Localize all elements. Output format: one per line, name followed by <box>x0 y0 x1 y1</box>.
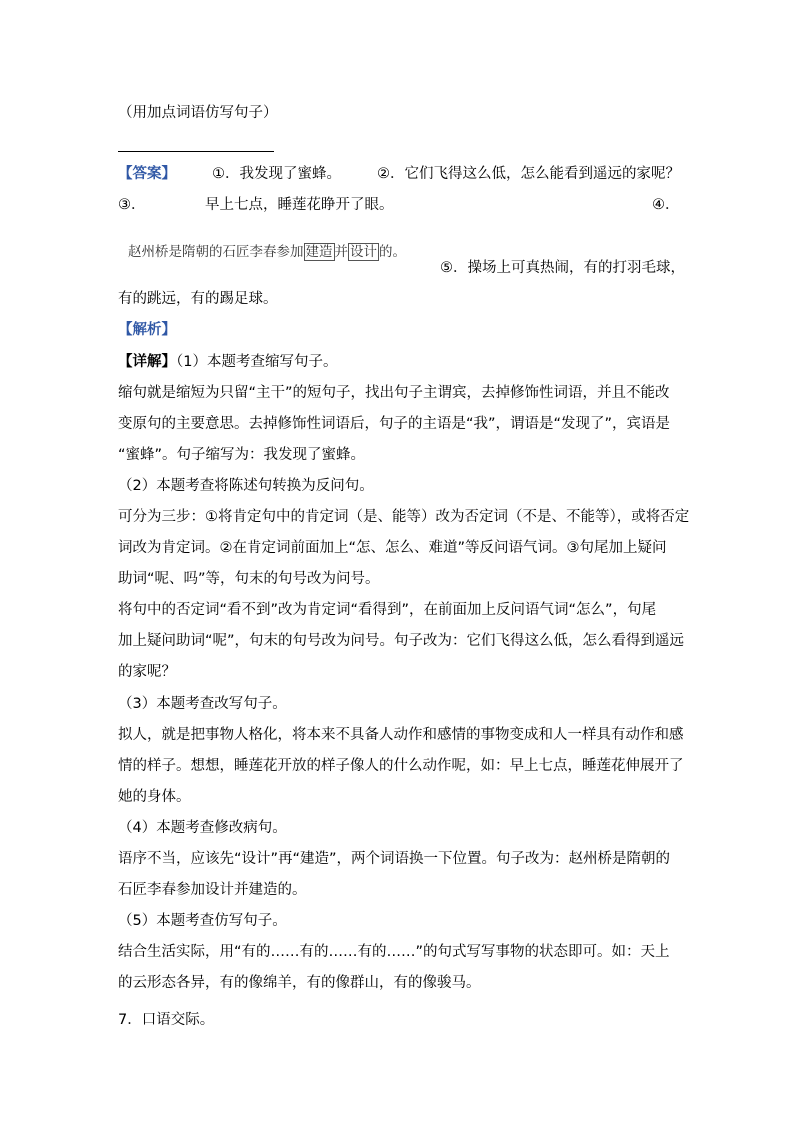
answer-5-continued: 有的跳远，有的踢足球。 <box>118 291 278 307</box>
detail-line-21: 的云形态各异，有的像绵羊，有的像群山，有的像骏马。 <box>118 975 481 991</box>
answer-tag: 【答案】 <box>118 166 176 182</box>
detail-line-15: 她的身体。 <box>118 789 191 805</box>
detail-line-3: 变原句的主要意思。去掉修饰性词语后，句子的主语是“我”，谓语是“发现了”，宾语是 <box>118 416 671 432</box>
answer-4-number: ④． <box>652 197 680 213</box>
detail-line-10: 加上疑问助词“呢”，句末的句号改为问号。句子改为：它们飞得这么低，怎么看得到遥远 <box>118 633 685 649</box>
detail-line-8: 助词“呢、吗”等，句末的句号改为问号。 <box>118 571 380 587</box>
instruction-text: （用加点词语仿写句子） <box>118 105 278 121</box>
detail-line-9: 将句中的否定词“看不到”改为肯定词“看得到”，在前面加上反问语气词“怎么”，句尾 <box>118 602 657 618</box>
answer-1: ①．我发现了蜜蜂。 <box>212 166 341 182</box>
detail-line-4: “蜜蜂”。句子缩写为：我发现了蜜蜂。 <box>118 447 366 463</box>
answer-5: ⑤．操场上可真热闹，有的打羽毛球， <box>440 260 685 276</box>
answer-blank-line <box>118 151 274 152</box>
detail-heading <box>118 352 337 372</box>
answer-4-pre: 赵州桥是隋朝的石匠李春参加 <box>128 244 304 260</box>
question-7-heading: 7．口语交际。 <box>118 1012 215 1028</box>
detail-line-2: 缩句就是缩短为只留“主干”的短句子，找出句子主谓宾，去掉修饰性词语，并且不能改 <box>118 385 670 401</box>
detail-line-16: （4）本题考查修改病句。 <box>118 820 287 836</box>
detail-line-14: 情的样子。想想，睡莲花开放的样子像人的什么动作呢，如：早上七点，睡莲花伸展开了 <box>118 758 684 774</box>
detail-line-5: （2）本题考查将陈述句转换为反问句。 <box>118 478 374 494</box>
answer-2: ②．它们飞得这么低，怎么能看到遥远的家呢？ <box>377 166 680 182</box>
detail-line-19: （5）本题考查仿写句子。 <box>118 913 287 929</box>
detail-line-20: 结合生活实际，用“有的……有的……有的……”的句式写写事物的状态即可。如：天上 <box>118 944 670 960</box>
answer-4-box2: 设计 <box>350 244 377 260</box>
detail-line-6: 可分为三步：①将肯定句中的肯定词（是、能等）改为否定词（不是、不能等），或将否定 <box>118 509 690 525</box>
detail-line-11: 的家呢？ <box>118 664 176 680</box>
answer-4-image <box>128 242 406 262</box>
detail-line-17: 语序不当，应该先“设计”再“建造”，两个词语换一下位置。句子改为：赵州桥是隋朝的 <box>118 851 671 867</box>
answer-3-number: ③． <box>118 197 146 213</box>
detail-line-13: 拟人，就是把事物人格化，将本来不具备人动作和感情的事物变成和人一样具有动作和感 <box>118 727 684 743</box>
answer-4-box1: 建造 <box>305 244 333 260</box>
detail-line-12: （3）本题考查改写句子。 <box>118 696 287 712</box>
answer-4-post: 的。 <box>379 244 406 260</box>
detail-line-18: 石匠李春参加设计并建造的。 <box>118 882 307 898</box>
detail-line-7: 词改为肯定词。②在肯定词前面加上“怎、怎么、难道”等反问语气词。③句尾加上疑问 <box>118 540 667 556</box>
detail-line-1: （1）本题考查缩写句子。 <box>176 354 338 370</box>
analysis-tag: 【解析】 <box>118 322 176 338</box>
detail-tag: 【详解】 <box>118 354 176 370</box>
answer-3-text: 早上七点，睡莲花睁开了眼。 <box>205 197 394 213</box>
answer-4-mid: 并 <box>334 244 348 260</box>
